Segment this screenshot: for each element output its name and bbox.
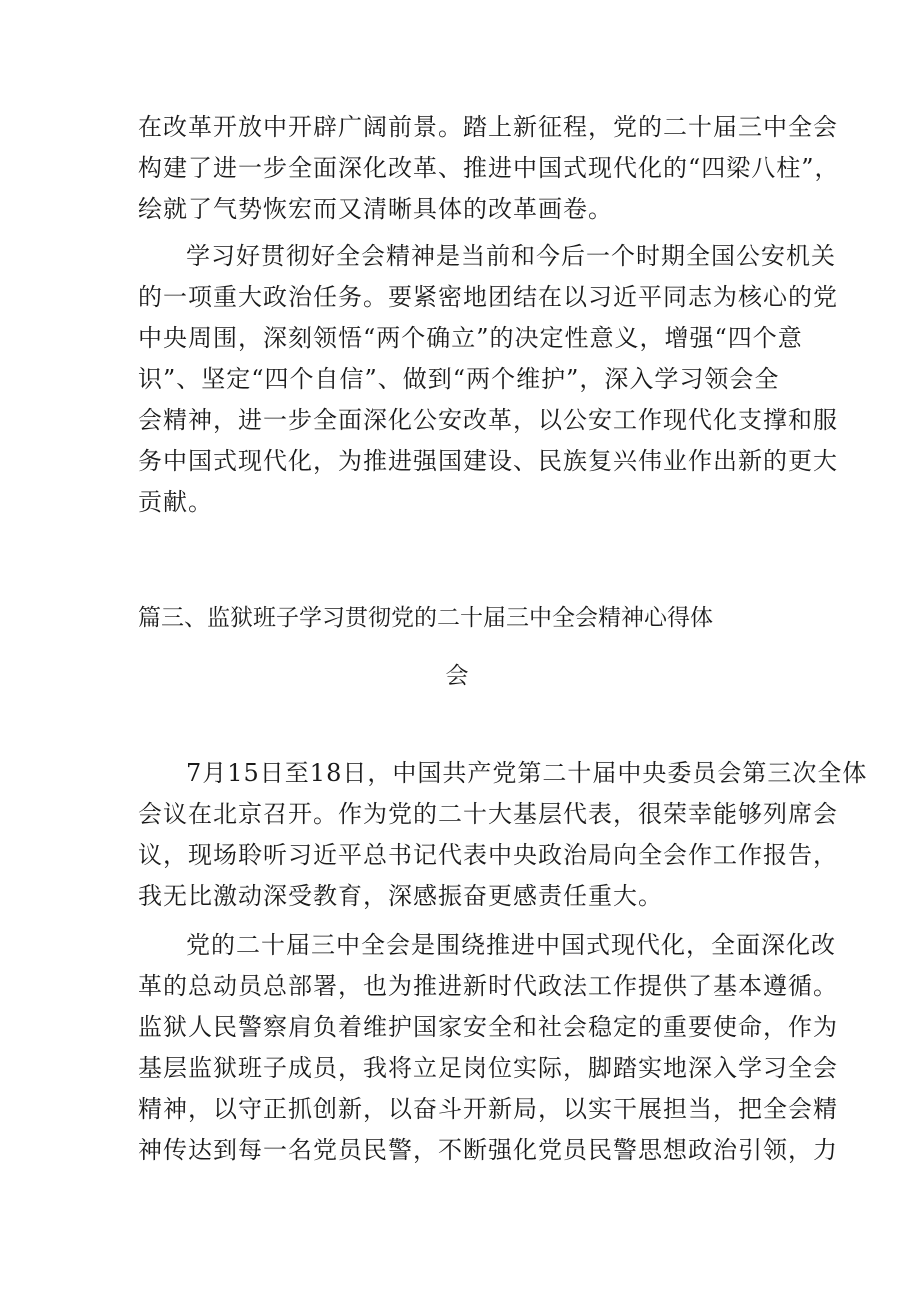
intro-paragraph bbox=[138, 107, 840, 230]
paragraph-line: 构建了进一步全面深化改革、推进中国式现代化的“四梁八柱”， bbox=[138, 154, 840, 182]
paragraph-line: 学习好贯彻好全会精神是当前和今后一个时期全国公安机关 bbox=[186, 242, 836, 270]
paragraph-line: 绘就了气势恢宏而又清晰具体的改革画卷。 bbox=[138, 195, 613, 223]
paragraph-line: 会议在北京召开。作为党的二十大基层代表，很荣幸能够列席会 bbox=[138, 800, 838, 828]
paragraph-line: 在改革开放中开辟广阔前景。踏上新征程，党的二十届三中全会 bbox=[138, 113, 838, 141]
paragraph-line: 的一项重大政治任务。要紧密地团结在以习近平同志为核心的党 bbox=[138, 283, 838, 311]
paragraph-line: 务中国式现代化，为推进强国建设、民族复兴伟业作出新的更大 bbox=[138, 447, 838, 475]
section-heading-line-2: 会 bbox=[445, 663, 469, 689]
paragraph-line: 精神，以守正抓创新，以奋斗开新局，以实干展担当，把全会精 bbox=[138, 1095, 838, 1123]
mission-paragraph bbox=[138, 925, 838, 1171]
section-heading-line-1: 篇三、监狱班子学习贯彻党的二十届三中全会精神心得体 bbox=[138, 605, 713, 631]
paragraph-line: 神传达到每一名党员民警，不断强化党员民警思想政治引领，力 bbox=[138, 1136, 838, 1164]
paragraph-line: 基层监狱班子成员，我将立足岗位实际，脚踏实地深入学习全会 bbox=[138, 1054, 838, 1082]
study-paragraph bbox=[138, 236, 838, 523]
paragraph-line: 贡献。 bbox=[138, 488, 213, 516]
paragraph-line: 我无比激动深受教育，深感振奋更感责任重大。 bbox=[138, 882, 663, 910]
paragraph-line: 识”、坚定“四个自信”、做到“两个维护”，深入学习领会全 bbox=[138, 365, 780, 393]
paragraph-line: 党的二十届三中全会是围绕推进中国式现代化，全面深化改 bbox=[186, 931, 836, 959]
paragraph-line: 议，现场聆听习近平总书记代表中央政治局向全会作工作报告， bbox=[138, 841, 838, 869]
paragraph-line: 监狱人民警察肩负着维护国家安全和社会稳定的重要使命，作为 bbox=[138, 1013, 838, 1041]
paragraph-line: 革的总动员总部署，也为推进新时代政法工作提供了基本遵循。 bbox=[138, 972, 838, 1000]
paragraph-line: 7月15日至18日，中国共产党第二十届中央委员会第三次全体 bbox=[186, 759, 868, 787]
section-heading bbox=[138, 589, 798, 705]
meeting-paragraph bbox=[138, 753, 868, 917]
paragraph-line: 中央周围，深刻领悟“两个确立”的决定性意义，增强“四个意 bbox=[138, 324, 803, 352]
paragraph-line: 会精神，进一步全面深化公安改革，以公安工作现代化支撑和服 bbox=[138, 406, 838, 434]
